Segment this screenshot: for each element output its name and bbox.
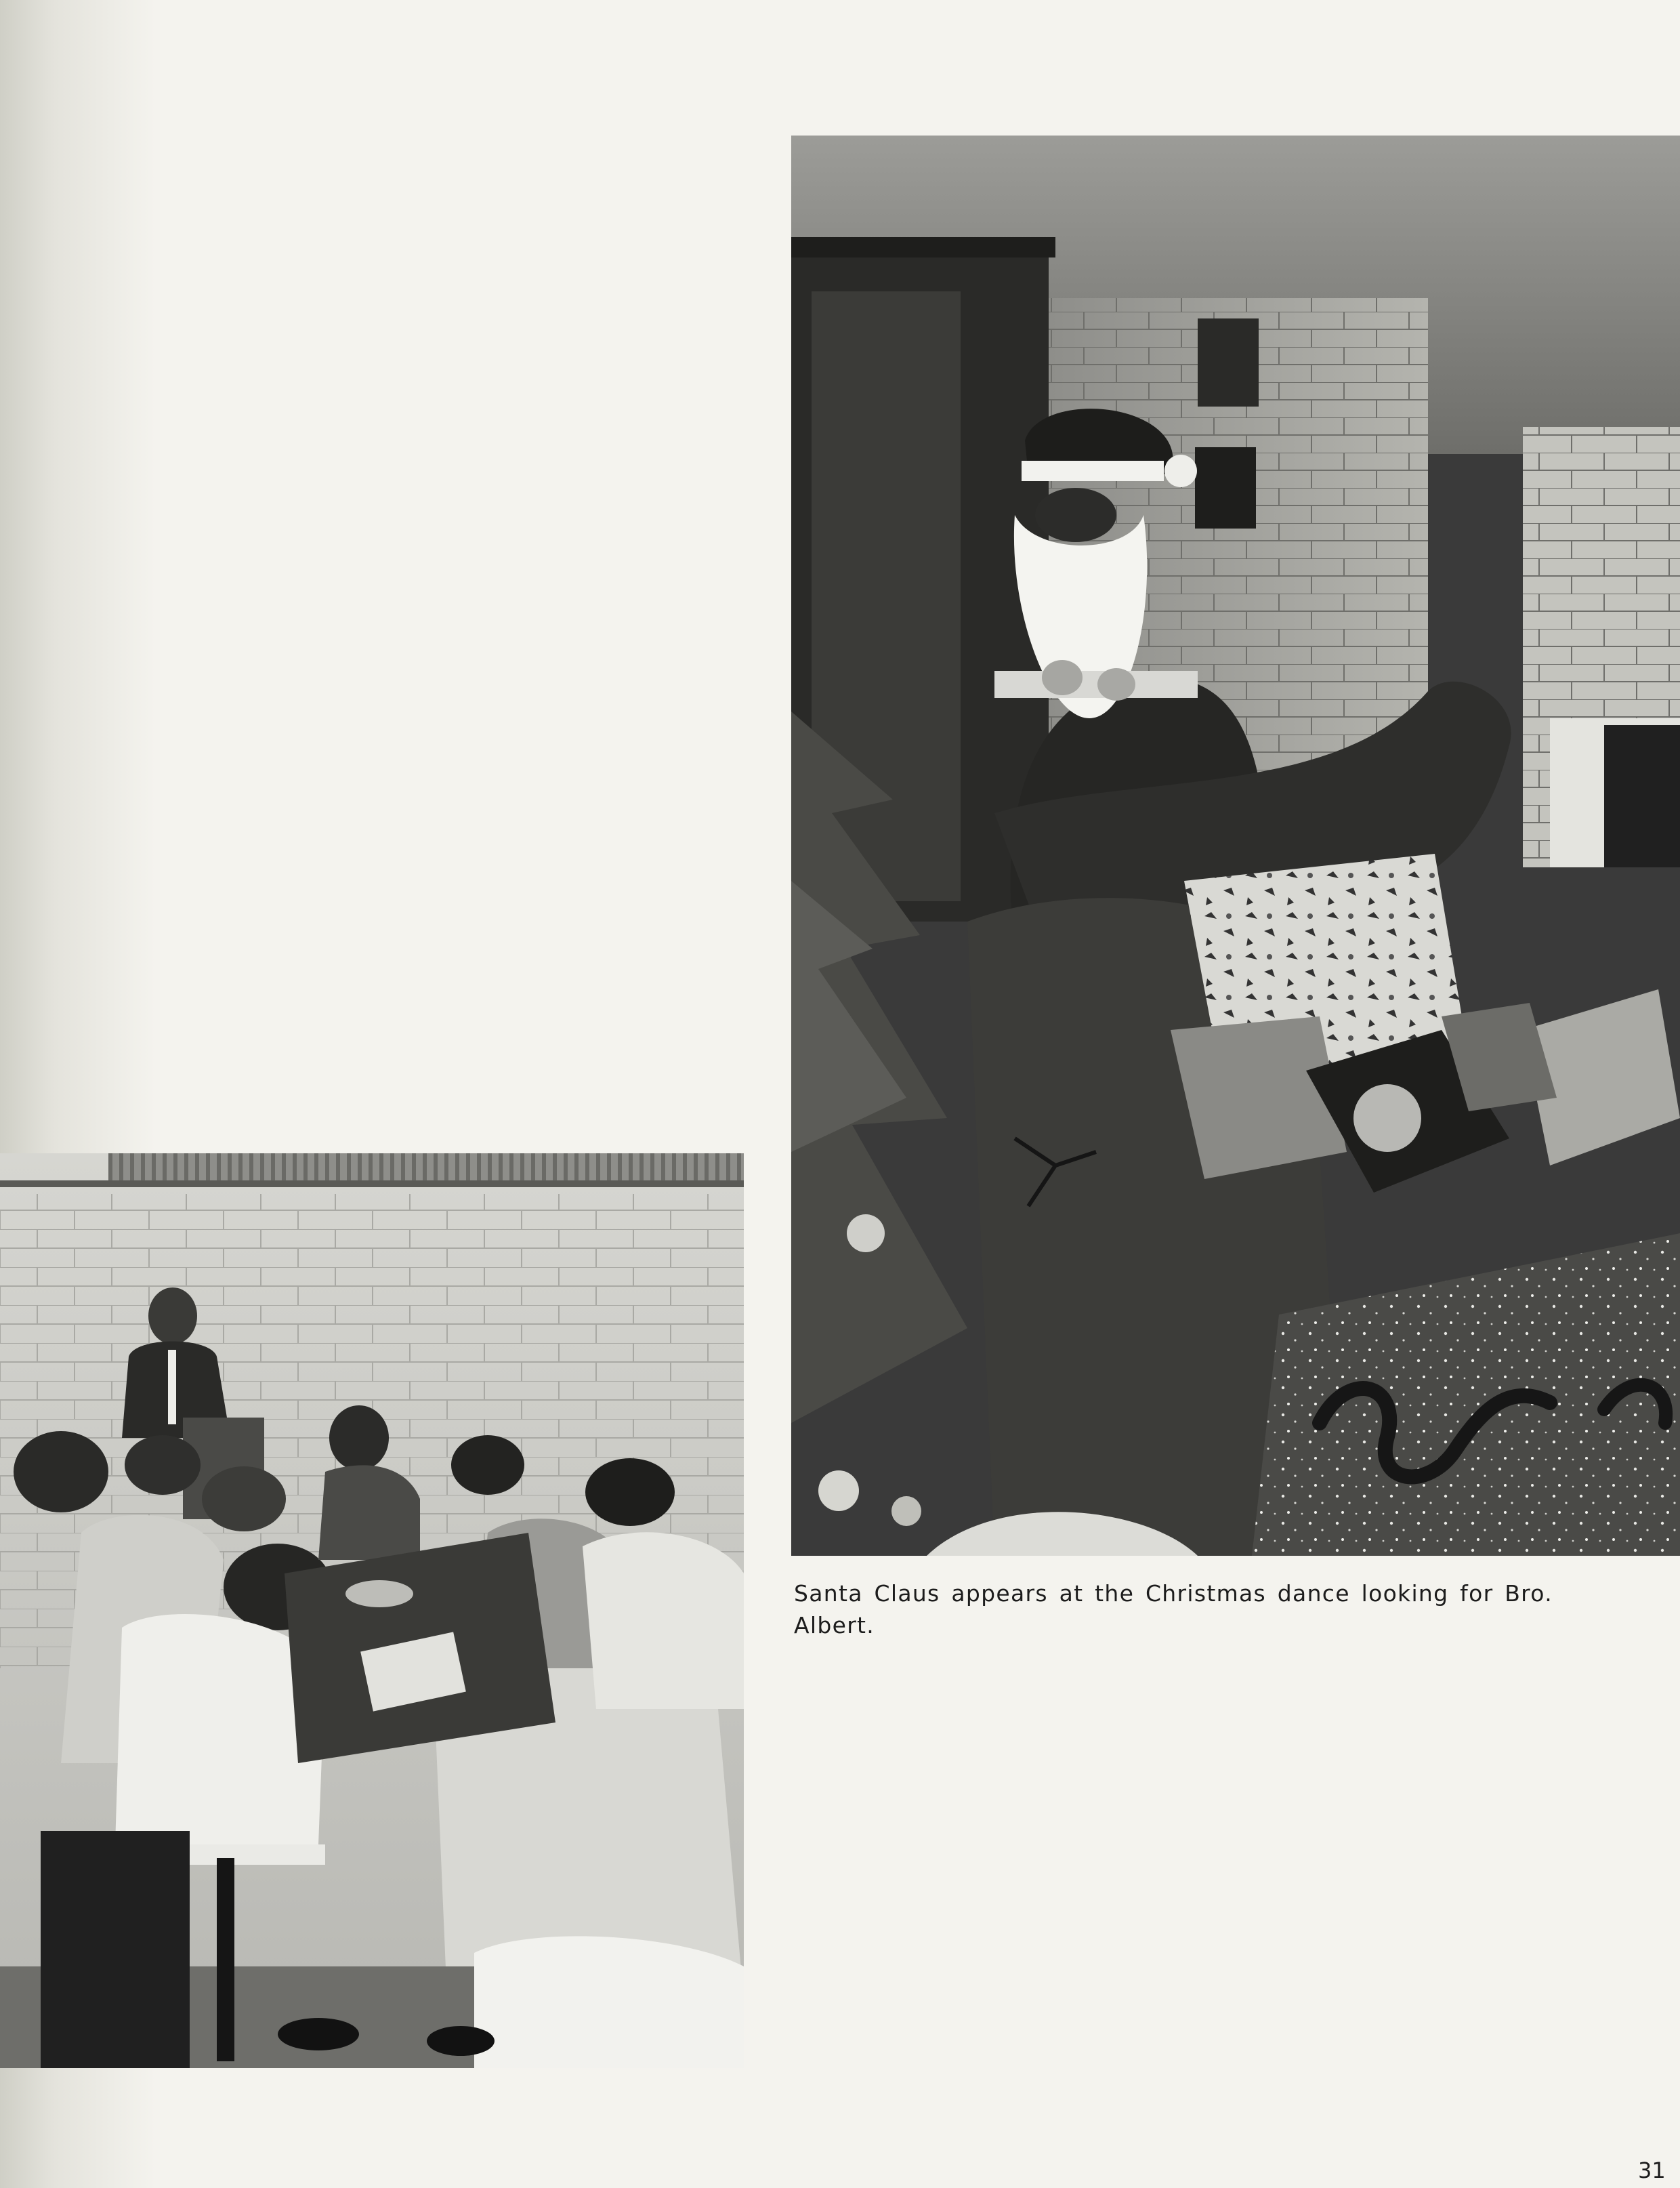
photo-caption: Santa Claus appears at the Christmas dance looking for Bro. Albert. — [794, 1580, 1553, 1638]
dinner-speaker-photo — [0, 1153, 744, 2068]
page-number: 31 — [1638, 2158, 1666, 2183]
santa-claus-photo — [791, 136, 1680, 1556]
